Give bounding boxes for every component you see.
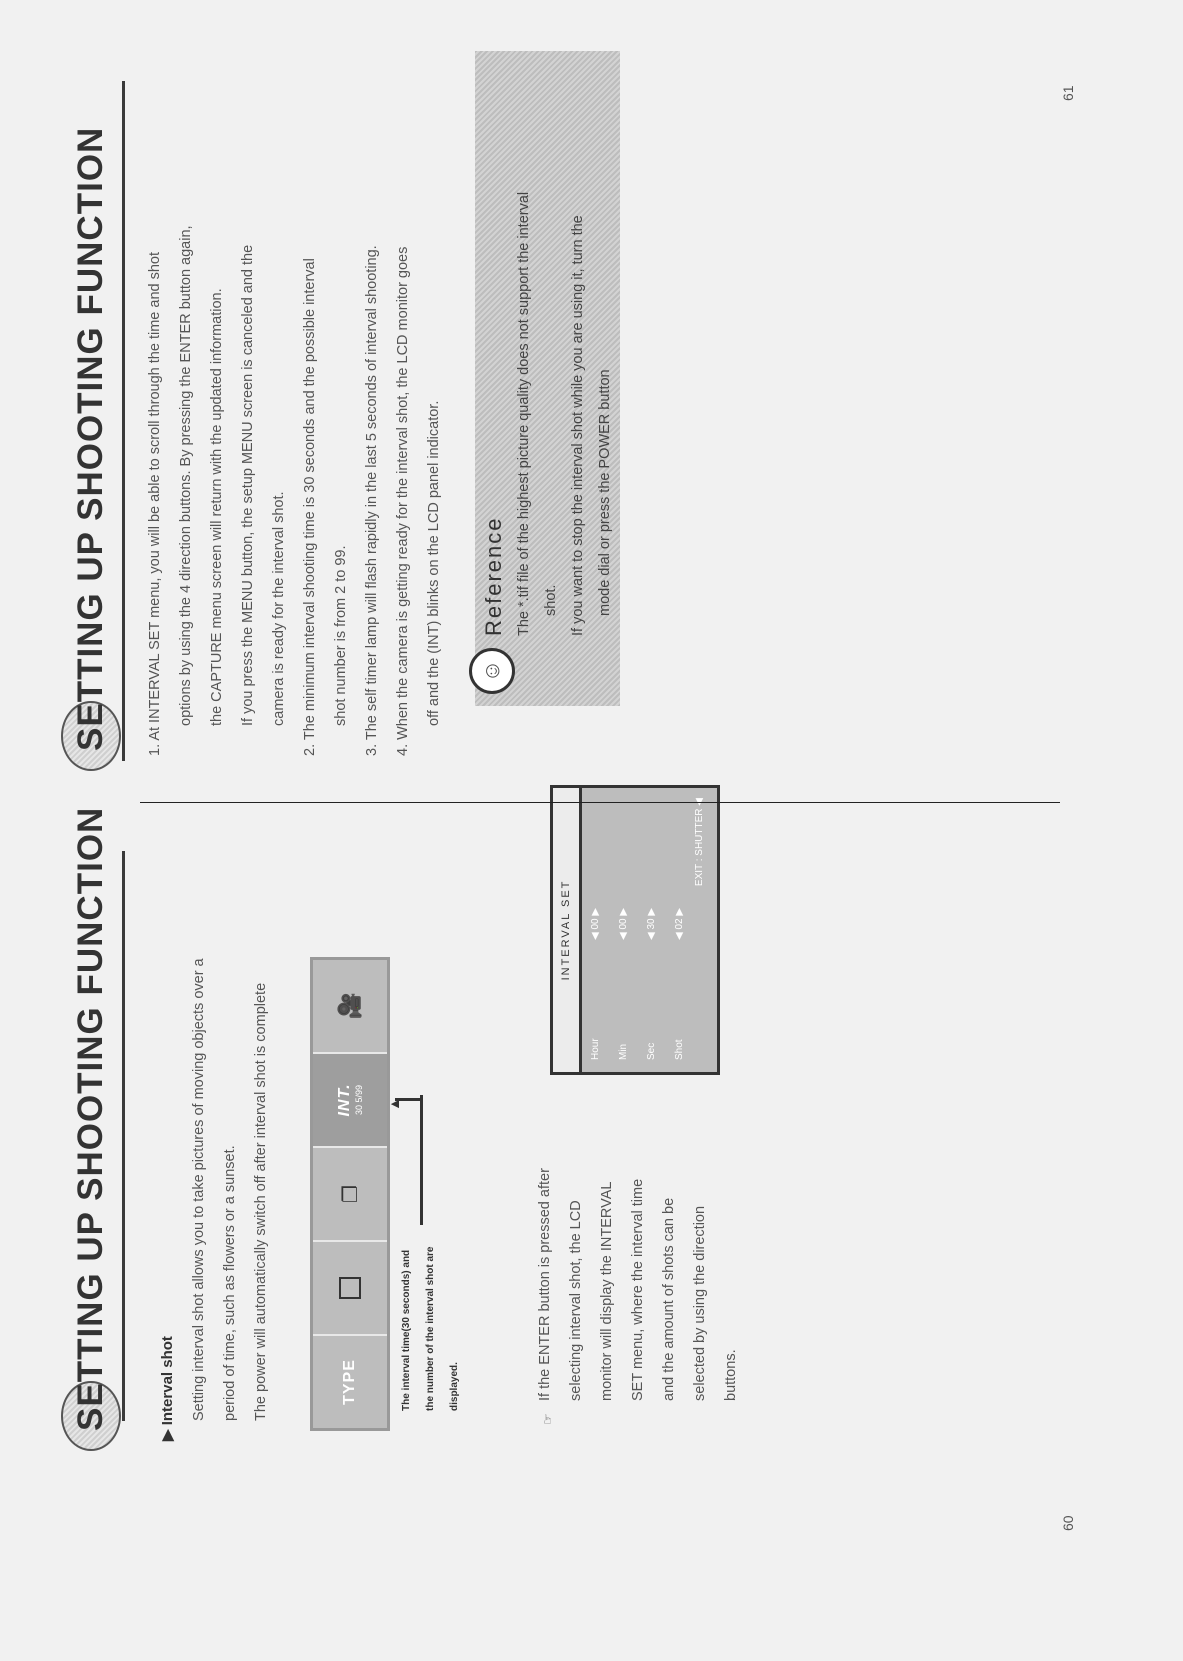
- instruction-line: options by using the 4 direction buttons. By pressing the ENTER button again,: [178, 225, 194, 726]
- reference-title: Reference: [481, 516, 506, 636]
- note-line: selecting interval shot, the LCD: [568, 1200, 584, 1401]
- note-line: If the ENTER button is pressed after: [537, 1168, 553, 1401]
- lcd-footer-text: EXIT : SHUTTER: [694, 808, 705, 887]
- lcd-row-label: Shot: [674, 1039, 685, 1060]
- type-cell: [313, 1334, 387, 1428]
- bullet-line-1: Setting interval shot allows you to take pictures of moving objects over a: [191, 958, 207, 1421]
- int-label: INT.: [336, 1083, 353, 1117]
- section-title: [158, 1336, 176, 1441]
- left-title-text: SETTING UP SHOOTING FUNCTION: [71, 806, 110, 1431]
- reference-line: The *.tif file of the highest picture quality does not support the interval: [516, 191, 532, 636]
- note-line: and the amount of shots can be: [661, 1197, 677, 1401]
- burst-icon: ❐: [339, 1185, 362, 1203]
- reference-line: shot.: [543, 584, 559, 616]
- lcd-row-sec: [638, 788, 666, 1072]
- type-bar-caption: [395, 1081, 467, 1411]
- left-title-rule: [122, 851, 125, 1421]
- section-title-text: Interval shot: [159, 1336, 176, 1426]
- instruction-line: 3. The self timer lamp will flash rapidly in the last 5 seconds of interval shooting.: [364, 245, 380, 756]
- lcd-row-label: Hour: [590, 1038, 601, 1060]
- reference-line: If you want to stop the interval shot while you are using it, turn the: [570, 215, 586, 636]
- intro-bullets: [184, 801, 277, 1421]
- instruction-line: the CAPTURE menu screen will return with the updated information.: [209, 288, 225, 726]
- enter-note: [530, 1091, 747, 1401]
- right-title-text: SETTING UP SHOOTING FUNCTION: [71, 126, 110, 751]
- lcd-row-value: ◀ 00 ▶: [590, 907, 601, 940]
- hand-pointer-icon: ☞: [540, 1413, 555, 1425]
- lcd-row-shot: [666, 788, 694, 1072]
- right-title-rule: [122, 81, 125, 761]
- reference-line: mode dial or press the POWER button: [597, 369, 613, 616]
- lcd-value: 00: [590, 918, 601, 930]
- smiley-face-icon: ☺: [469, 648, 515, 694]
- reference-box: [475, 51, 620, 706]
- note-line: selected by using the direction: [692, 1205, 708, 1401]
- instruction-line: 4. When the camera is getting ready for the interval shot, the LCD monitor goes: [395, 246, 411, 756]
- lcd-row-value: ◀ 30 ▶: [646, 907, 657, 940]
- lcd-row-label: Sec: [646, 1042, 657, 1060]
- lcd-row-min: [610, 788, 638, 1072]
- instruction-line: 2. The minimum interval shooting time is 30 seconds and the possible interval: [302, 258, 318, 756]
- lcd-value: 02: [674, 918, 685, 930]
- lcd-row-value: ◀ 02 ▶: [674, 907, 685, 940]
- bullet-line-2: period of time, such as flowers or a sunset.: [222, 1145, 238, 1421]
- single-frame-icon: [339, 1277, 361, 1299]
- pointer-arrow-icon: ▲: [386, 1097, 402, 1111]
- movie-cell: [313, 960, 387, 1052]
- caption-line-1: The interval time(30 seconds) and: [401, 1249, 412, 1411]
- left-page-title: [56, 807, 126, 1451]
- instruction-list: [140, 36, 450, 756]
- int-cell: [313, 1052, 387, 1146]
- instruction-line: shot number is from 2 to 99.: [333, 545, 349, 726]
- right-page-title: [56, 127, 126, 771]
- arrow-bullet-icon: ▶: [159, 1429, 176, 1441]
- reference-body: [511, 56, 619, 636]
- right-page-number: 61: [1060, 85, 1076, 101]
- int-sublabel: 30 5/99: [354, 1084, 364, 1116]
- caption-line-3: displayed.: [449, 1362, 460, 1411]
- lcd-value: 30: [646, 918, 657, 930]
- left-page-number: 60: [1060, 1515, 1076, 1531]
- lcd-type-bar: [310, 957, 390, 1431]
- lcd-value: 00: [618, 918, 629, 930]
- bullet-line-3: The power will automatically switch off after interval shot is complete: [253, 982, 269, 1421]
- page-divider: [140, 802, 1060, 803]
- lcd-footer: [694, 788, 705, 1072]
- lcd-row-hour: [582, 788, 610, 1072]
- instruction-line: off and the (INT) blinks on the LCD panel indicator.: [426, 400, 442, 726]
- note-line: SET menu, where the interval time: [630, 1178, 646, 1401]
- note-line: buttons.: [723, 1349, 739, 1401]
- burst-cell: [313, 1146, 387, 1240]
- interval-set-title: INTERVAL SET: [553, 788, 582, 1072]
- lcd-row-label: Min: [618, 1043, 629, 1060]
- caption-line-2: the number of the interval shot are: [425, 1246, 436, 1411]
- instruction-line: If you press the MENU button, the setup MENU screen is canceled and the: [240, 244, 256, 726]
- lcd-row-value: ◀ 00 ▶: [618, 907, 629, 940]
- instruction-line: camera is ready for the interval shot.: [271, 491, 287, 726]
- instruction-line: 1. At INTERVAL SET menu, you will be able to scroll through the time and shot: [147, 251, 163, 756]
- single-frame-cell: [313, 1240, 387, 1334]
- note-line: monitor will display the INTERVAL: [599, 1181, 615, 1401]
- interval-set-screen: [550, 785, 720, 1075]
- movie-camera-icon: 🎥: [337, 992, 362, 1020]
- type-label: TYPE: [341, 1359, 358, 1405]
